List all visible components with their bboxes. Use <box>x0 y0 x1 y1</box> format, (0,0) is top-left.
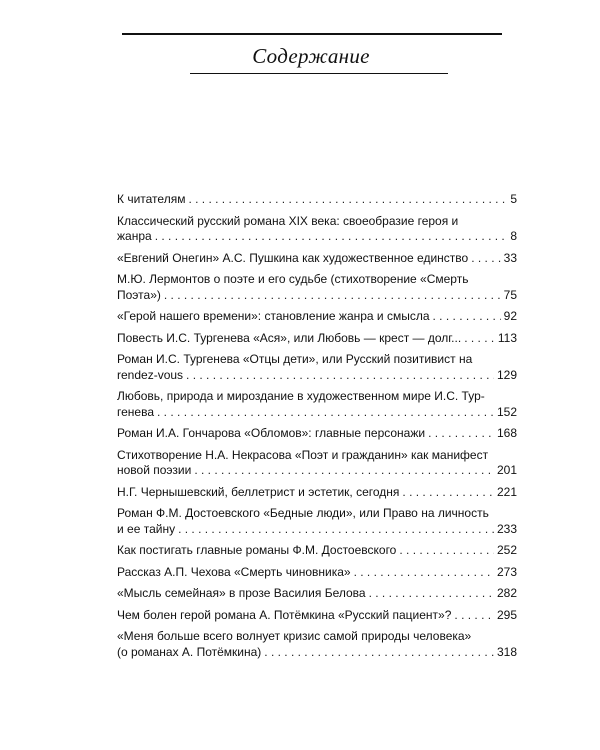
dot-leader <box>186 368 494 384</box>
toc-entry <box>117 272 517 303</box>
toc-entry-title: Стихотворение Н.А. Некрасова «Поэт и гражданин» как манифест <box>117 447 489 462</box>
toc-entry-title: и ее тайну <box>117 521 176 536</box>
toc-page-number: 168 <box>496 426 517 440</box>
dot-leader <box>194 463 494 479</box>
dot-leader <box>354 565 494 581</box>
dot-leader <box>402 485 494 501</box>
toc-page-number: 75 <box>503 287 517 302</box>
toc-page-number: 295 <box>496 607 517 622</box>
toc-entry-title: новой поэзии <box>117 463 192 477</box>
toc-entry-title: Поэта») <box>117 287 161 302</box>
toc-entry <box>117 214 517 245</box>
page-title: Содержание <box>252 44 370 68</box>
toc-entry <box>117 251 517 267</box>
toc-entry <box>117 565 517 581</box>
toc-page-number: 318 <box>496 644 517 659</box>
toc-entry <box>117 448 517 479</box>
toc-entry <box>117 629 517 660</box>
title-underline <box>190 73 448 74</box>
toc-entry <box>117 543 517 559</box>
toc-page-number: 273 <box>496 564 517 579</box>
toc-entry-title: «Евгений Онегин» А.С. Пушкина как художественное единство <box>117 250 469 265</box>
toc-page-number: 8 <box>510 229 517 243</box>
toc-entry-title: Повесть И.С. Тургенева «Ася», или Любовь — крест — долг... <box>117 330 462 345</box>
dot-leader <box>178 522 494 538</box>
toc-entry <box>117 331 517 347</box>
toc-entry-title: rendez-vous <box>117 367 184 382</box>
dot-leader <box>157 405 494 421</box>
toc-page-number: 113 <box>497 330 517 345</box>
toc-page-number: 152 <box>496 404 517 419</box>
toc-entry <box>117 309 517 325</box>
toc-page-number: 33 <box>503 250 517 265</box>
toc-entry-title: Классический русский романа XIX века: своеобразие героя и <box>117 213 459 228</box>
toc-entry-title: генева <box>117 404 155 419</box>
dot-leader <box>369 586 494 602</box>
dot-leader <box>399 543 494 559</box>
dot-leader <box>155 229 508 245</box>
dot-leader <box>164 288 501 304</box>
dot-leader <box>433 309 501 325</box>
toc-entry-title: Чем болен герой романа А. Потёмкина «Русский пациент»? <box>117 607 452 622</box>
toc-entry-title: «Меня больше всего волнует кризис самой природы человека» <box>117 629 472 643</box>
toc-entry-title: «Мысль семейная» в прозе Василия Белова <box>117 586 366 600</box>
toc-page-number: 5 <box>510 192 517 206</box>
toc-entry <box>117 389 517 420</box>
toc-page-number: 282 <box>496 586 517 600</box>
toc-entry <box>117 586 517 602</box>
dot-leader <box>471 251 500 267</box>
toc-entry-title: жанра <box>117 229 152 243</box>
toc-page-number: 233 <box>496 521 517 536</box>
toc-entry-title: Любовь, природа и мироздание в художественном мире И.С. Тур- <box>117 389 485 403</box>
dot-leader <box>188 192 507 208</box>
toc-page-number: 129 <box>496 367 517 382</box>
toc-page-number: 92 <box>503 309 517 323</box>
toc-entry <box>117 608 517 624</box>
toc-entry <box>117 352 517 383</box>
dot-leader <box>264 645 494 661</box>
toc-page-number: 201 <box>496 463 517 477</box>
toc-entry <box>117 506 517 537</box>
table-of-contents <box>117 192 517 666</box>
toc-entry-title: Роман И.С. Тургенева «Отцы дети», или Русский позитивист на <box>117 352 473 366</box>
dot-leader <box>454 608 494 624</box>
toc-entry-title: Роман Ф.М. Достоевского «Бедные люди», или Право на личность <box>117 506 489 520</box>
toc-entry <box>117 192 517 208</box>
toc-page-number: 252 <box>496 543 517 557</box>
toc-entry-title: М.Ю. Лермонтов о поэте и его судьбе (стихотворение «Смерть <box>117 272 469 286</box>
top-rule <box>122 33 502 35</box>
dot-leader <box>464 331 495 347</box>
toc-entry-title: Рассказ А.П. Чехова «Смерть чиновника» <box>117 564 351 579</box>
toc-entry-title: Н.Г. Чернышевский, беллетрист и эстетик, сегодня <box>117 484 400 499</box>
toc-page-number: 221 <box>496 484 517 499</box>
toc-entry-title: Как постигать главные романы Ф.М. Достоевского <box>117 543 397 557</box>
toc-entry-title: Роман И.А. Гончарова «Обломов»: главные персонажи <box>117 426 426 440</box>
toc-entry-title: «Герой нашего времени»: становление жанра и смысла <box>117 309 430 323</box>
toc-entry-title: (о романах А. Потёмкина) <box>117 644 262 659</box>
dot-leader <box>428 426 494 442</box>
toc-entry <box>117 426 517 442</box>
toc-entry <box>117 485 517 501</box>
toc-entry-title: К читателям <box>117 192 186 206</box>
